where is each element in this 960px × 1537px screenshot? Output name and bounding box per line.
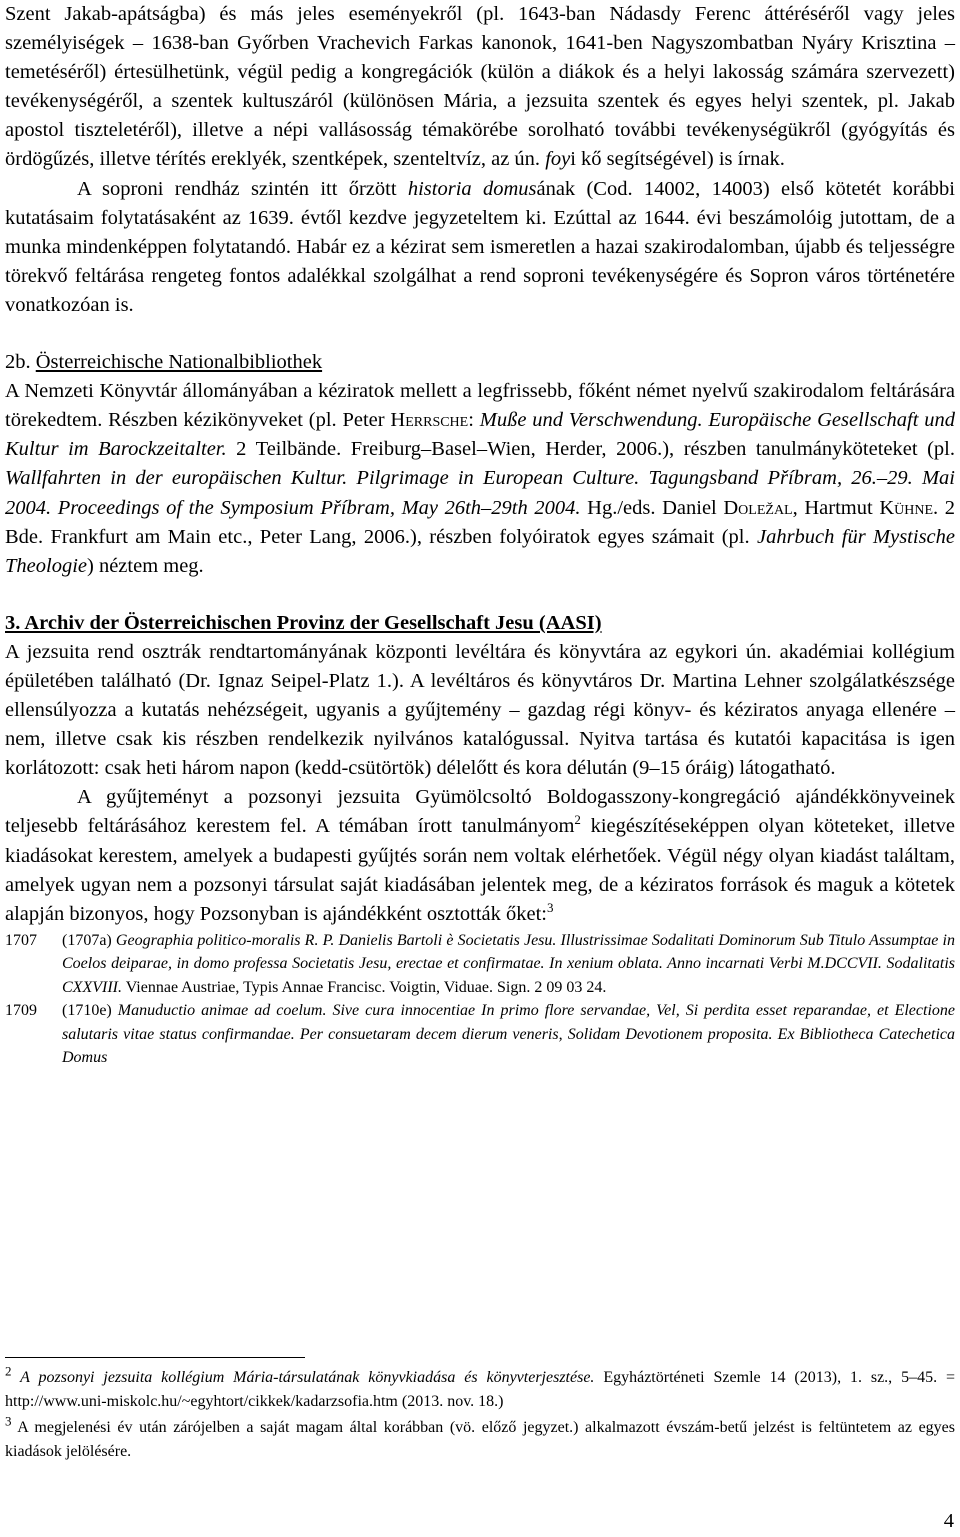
catalog-title: Manuductio animae ad coelum. Sive cura innocentiae In primo flore servandae, Vel, Si perdita esset reparandae, et Electione salutaris vitae status confirmandae. Per consuetaram decem dierum veneris, Solidam Devotionem proposita. Ex Bibliotheca Catechetica Domus xyxy=(62,1002,955,1067)
footnote-mark: 2 xyxy=(5,1363,12,1379)
section-3-heading: 3. Archiv der Österreichischen Provinz der Gesellschaft Jesu (AASI) xyxy=(5,611,602,634)
text-run: ) néztem meg. xyxy=(87,554,204,577)
catalog-imprint: Viennae Austriae, Typis Annae Francisc. Voigtin, Viduae. Sign. 2 09 03 24. xyxy=(121,978,607,996)
paragraph-jesuit-reports xyxy=(5,0,955,175)
author-name: Kühne xyxy=(879,496,933,519)
footnote-ref[interactable]: 2 xyxy=(574,812,581,828)
text-run: ának (Cod. 14002, 14003) első kötetét korábbi kutatásaim folytatásaként az 1639. évtől kezdve jegyzeteltem ki. Ezúttal az 1644. évi beszámolóig jutottam, de a munka mindenképpen folytatandó. Habár ez a kézirat sem ismeretlen a hazai szakirodalomban, újabb és teljességre törekvő feltárása rengeteg fontos adalékkal szolgálhat a rend soproni tevékenységére és Sopron város történetére vonatkozóan is. xyxy=(5,177,956,316)
paragraph-aasi-archive: A jezsuita rend osztrák rendtartományának központi levéltára és könyvtára az egykori ún. akadémiai kollégium épületében található (Dr. Ignaz Seipel-Platz 1.). A levéltáros és könyvtáros Dr. Martina Lehner szolgálatkészsége ellensúlyozza a kutatás nehézségeit, ugyanis a gyűjtemény – gazdag régi könyv- és kéziratos anyaga ellenére – nem, illetve csak kis részben rendelkezik nyilvános katalógussal. Nyitva tartása és kutatói kapacitása is igen korlátozott: csak heti három napon (kedd-csütörtök) délelőtt és kora délután (9–15 óráig) látogatható. xyxy=(5,640,955,780)
text-run: A Nemzeti Könyvtár állományában a kéziratok mellett a legfrissebb, főként német nyelvű szakirodalom feltárására törekedtem. Részben kézikönyveket (pl. Peter xyxy=(5,380,955,432)
paragraph-gift-books xyxy=(5,783,955,928)
text-run: , Hartmut xyxy=(792,496,880,519)
text-run: kiegészítéseképpen olyan köteteket, illetve kiadásokat kerestem, amelyek a budapesti gyűjtés során nem voltak elérhetőek. Végül négy olyan kiadást találtam, amelyek ugyan nem a pozsonyi társulat saját kiadásában jelentek meg, de a kéziratos források és maguk a kötetek alapján bizonyos, hogy Pozsonyban is ajándékként osztották őket: xyxy=(5,815,955,925)
text-run: 2 Teilbände. Freiburg–Basel–Wien, Herder, 2006.), részben tanulmányköteteket (pl. xyxy=(226,438,955,461)
paragraph-sopron-historia xyxy=(5,175,955,320)
footnote-mark: 3 xyxy=(5,1413,12,1429)
journal-title: Jahrbuch für Mystische Theologie xyxy=(5,525,955,577)
footnote-3 xyxy=(5,1413,955,1463)
catalog-title: Geographia politico-moralis R. P. Danielis Bartoli è Societatis Jesu. Illustrissimae Sodalitati Dominorum Sub Titulo Assumptae in Coelos deiparae, in domo professa Societatis Jesu, erectae et confirmatae. In xenium oblata. Anno incarnati Verbi M.DCCVII. Sodalitatis CXXVIII. xyxy=(62,931,955,996)
footnote-title: A pozsonyi jezsuita kollégium Mária-társulatának könyvkiadása és könyvterjesztése. xyxy=(11,1369,595,1386)
catalog-year: 1707 xyxy=(5,931,37,949)
italic-term: foy xyxy=(545,148,571,171)
document-page xyxy=(5,0,955,1070)
text-run: Szent Jakab-apátságba) és más jeles eseményekről (pl. 1643-ban Nádasdy Ferenc áttéréséről vagy jeles személyiségek – 1638-ban Győrben Vrachevich Farkas kanonok, 1641-ben Nagyszombatban Nyáry Krisztina – temetéséről) értesülhetünk, végül pedig a kongregációk (külön a diákok és a helyi lakosság számára szervezett) tevékenységéről, a szentek kultuszáról (különösen Mária, a jezsuita szentek és egyes helyi szentek, pl. Jakab apostol tiszteletéről), illetve a népi vallásosság témakörébe sorolható további tevékenységükről (gyógyítás és ördögűzés, illetve térítés ereklyék, szentképek, szenteltvíz, az ún. xyxy=(5,3,955,171)
book-title: Muße und Verschwendung. Europäische Gesellschaft und Kultur im Barockzeitalter. xyxy=(5,409,955,461)
catalog-entry xyxy=(5,999,955,1070)
catalog-text xyxy=(62,999,955,1070)
author-name: Doležal xyxy=(723,496,793,519)
italic-term: historia domus xyxy=(407,177,537,200)
footnote-text: A megjelenési év után zárójelben a saját magam által korábban (vö. előző jegyzet.) alkalmazott évszám-betű jelzést is feltüntetem az egyes kiadások jelölésére. xyxy=(5,1419,955,1460)
catalog-year: 1709 xyxy=(5,1002,37,1020)
text-run: Hg./eds. Daniel xyxy=(580,496,724,519)
footnote-ref[interactable]: 3 xyxy=(547,899,554,915)
text-run: A gyűjteményt a pozsonyi jezsuita Gyümölcsoltó Boldogasszony-kongregáció ajándékkönyveinek teljesebb feltárásához kerestem fel. A témában írott tanulmányom xyxy=(5,786,955,838)
catalog-code: (1710e) xyxy=(62,1002,118,1020)
footnote-separator xyxy=(5,1357,305,1358)
catalog-entry xyxy=(5,929,955,1000)
section-number: 2b. xyxy=(5,351,36,374)
section-2b-heading xyxy=(5,348,955,377)
author-name: Herrsche xyxy=(390,409,469,432)
page-number: 4 xyxy=(943,1510,954,1532)
book-title: Wallfahrten in der europäischen Kultur. Pilgrimage in European Culture. Tagungsband Příbram, 26.–29. Mai 2004. Proceedings of the Symposium Příbram, May 26th–29th 2004. xyxy=(5,467,955,519)
footnote-text: Egyháztörténeti Szemle 14 (2013), 1. sz., 5–45. = http://www.uni-miskolc.hu/~egyhtort/cikkek/kadarzsofia.htm (2013. nov. 18.) xyxy=(5,1369,955,1410)
paragraph-national-library xyxy=(5,377,955,581)
text-run: A soproni rendház szintén itt őrzött xyxy=(77,177,408,200)
catalog-text xyxy=(62,929,955,1000)
text-run: i kő segítségével) is írnak. xyxy=(570,148,785,171)
footnote-2 xyxy=(5,1363,955,1413)
section-title: Österreichische Nationalbibliothek xyxy=(35,351,323,374)
catalog-code: (1707a) xyxy=(62,931,116,949)
text-run: : xyxy=(468,409,480,432)
text-run: . 2 Bde. Frankfurt am Main etc., Peter Lang, 2006.), részben folyóiratok egyes számait (pl. xyxy=(5,496,956,548)
